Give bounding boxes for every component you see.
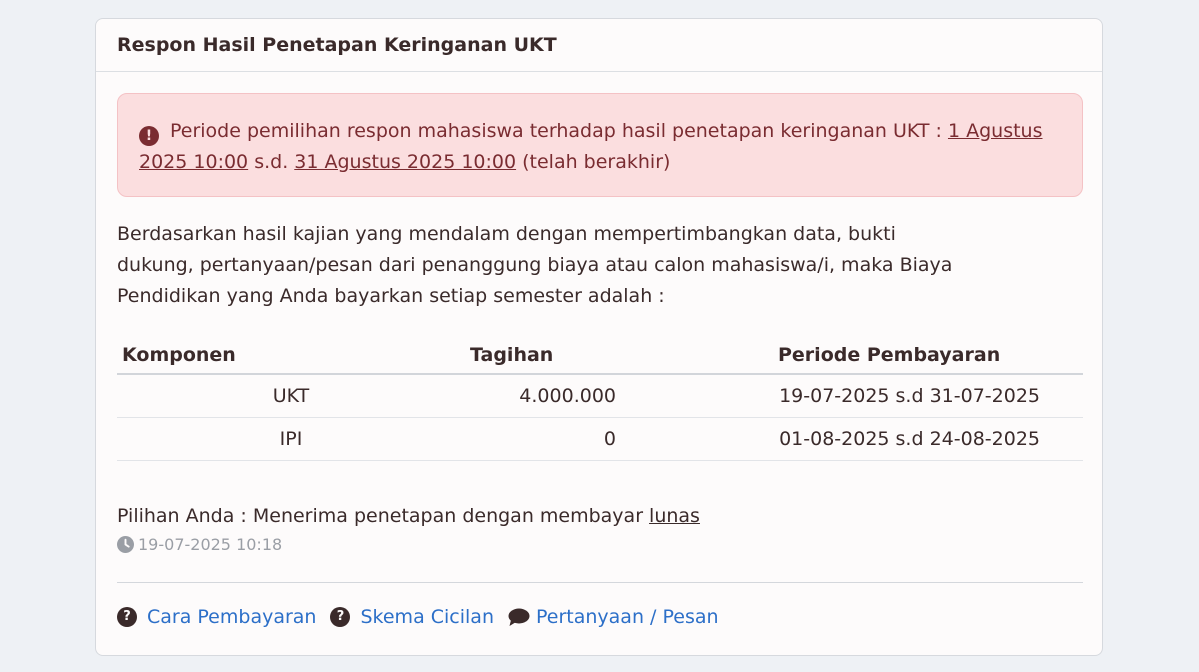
alert-prefix: Periode pemilihan respon mahasiswa terhadap hasil penetapan keringanan UKT : [170,120,948,142]
link-label: Pertanyaan / Pesan [536,606,719,628]
skema-cicilan-link[interactable] [330,606,494,628]
question-circle-icon: ? [330,607,350,627]
clock-icon [117,536,134,553]
selected-choice [117,501,700,531]
header-komponen: Komponen [117,337,465,374]
table-header-row [117,337,1083,374]
table-row [117,418,1083,461]
period-alert [117,93,1083,197]
comment-icon [508,608,530,627]
link-label: Cara Pembayaran [147,606,317,628]
cell-tagihan: 0 [465,418,773,461]
fee-description: Berdasarkan hasil kajian yang mendalam dengan mempertimbangkan data, bukti dukung, pertanyaan/pesan dari penanggung biaya atau calon mahasiswa/i, maka Biaya Pendidikan yang Anda bayarkan setiap semester adalah : [117,223,953,307]
table-row [117,374,1083,418]
question-circle-icon: ? [117,607,137,627]
divider [117,582,1083,583]
cell-komponen: IPI [117,418,465,461]
exclamation-circle-icon: ! [139,126,159,146]
choice-prefix: Pilihan Anda : Menerima penetapan dengan membayar [117,505,650,527]
choice-value: lunas [649,505,700,527]
cara-pembayaran-link[interactable] [117,606,316,628]
timestamp-text: 19-07-2025 10:18 [138,535,283,554]
link-label: Skema Cicilan [360,606,494,628]
header-tagihan: Tagihan [465,337,773,374]
cell-periode: 19-07-2025 s.d 31-07-2025 [773,374,1083,418]
pertanyaan-pesan-link[interactable] [508,606,719,628]
header-periode: Periode Pembayaran [773,337,1083,374]
alert-end-date[interactable]: 31 Agustus 2025 10:00 [294,151,517,173]
help-links [117,606,733,628]
cell-komponen: UKT [117,374,465,418]
fee-table [117,337,1083,461]
card-title: Respon Hasil Penetapan Keringanan UKT [96,19,1102,72]
choice-timestamp [117,535,282,554]
cell-periode: 01-08-2025 s.d 24-08-2025 [773,418,1083,461]
response-card [95,18,1103,656]
alert-middle: s.d. [248,151,295,173]
cell-tagihan: 4.000.000 [465,374,773,418]
alert-suffix: (telah berakhir) [516,151,671,173]
alert-start-date[interactable]: 1 Agustus 2025 10:00 [139,120,1043,173]
